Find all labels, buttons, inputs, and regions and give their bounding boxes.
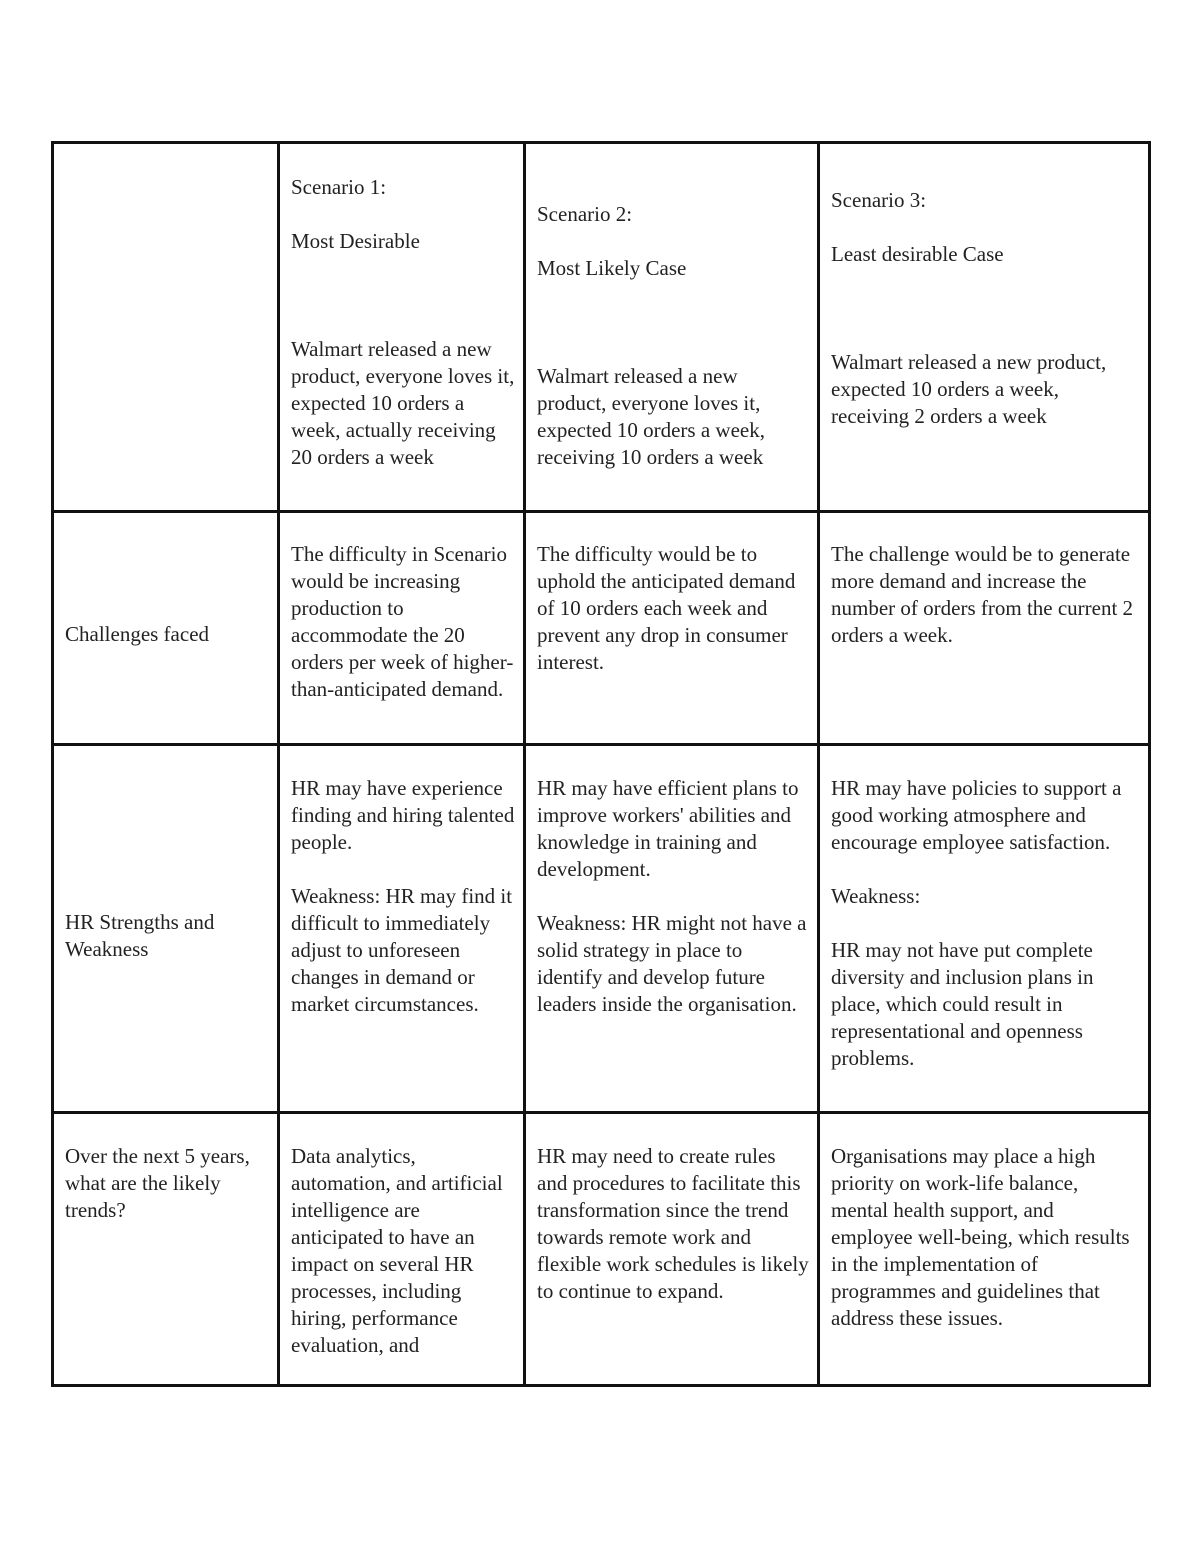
hr-scenario1-strength: HR may have experience finding and hiring talented people.	[291, 776, 515, 854]
scenario1-description: Walmart released a new product, everyone loves it, expected 10 orders a week, actually receiving 20 orders a week	[291, 337, 515, 469]
trends-scenario1-cell	[279, 1113, 525, 1386]
scenario2-header-cell	[525, 143, 819, 512]
scenario2-subtitle: Most Likely Case	[537, 256, 687, 280]
scenario2-description: Walmart released a new product, everyone loves it, expected 10 orders a week, receiving 10 orders a week	[537, 364, 765, 469]
hr-scenario3-cell	[819, 745, 1150, 1113]
trends-scenario1-text: Data analytics, automation, and artificial intelligence are anticipated to have an impact on several HR processes, including hiring, performance evaluation, and	[291, 1144, 503, 1357]
hr-label: HR Strengths and Weakness	[65, 910, 215, 961]
scenario3-title: Scenario 3:	[831, 188, 927, 212]
trends-row	[53, 1113, 1150, 1386]
trends-scenario2-cell	[525, 1113, 819, 1386]
challenges-scenario2-text: The difficulty would be to uphold the anticipated demand of 10 orders each week and prevent any drop in consumer interest.	[537, 542, 796, 674]
trends-label: Over the next 5 years, what are the likely trends?	[65, 1144, 250, 1222]
challenges-scenario3-cell	[819, 512, 1150, 745]
challenges-row	[53, 512, 1150, 745]
hr-row	[53, 745, 1150, 1113]
empty-corner-cell	[53, 143, 279, 512]
hr-scenario3-weakness-label: Weakness:	[831, 884, 921, 908]
challenges-scenario2-cell	[525, 512, 819, 745]
scenario1-header-cell	[279, 143, 525, 512]
hr-label-cell	[53, 745, 279, 1113]
hr-scenario2-cell	[525, 745, 819, 1113]
challenges-scenario1-text: The difficulty in Scenario would be increasing production to accommodate the 20 orders per week of higher-than-anticipated demand.	[291, 542, 514, 701]
scenario3-subtitle: Least desirable Case	[831, 242, 1004, 266]
scenario3-header-cell	[819, 143, 1150, 512]
trends-scenario3-text: Organisations may place a high priority on work-life balance, mental health support, and employee well-being, which results in the implementation of programmes and guidelines that address these issues.	[831, 1144, 1130, 1330]
challenges-scenario1-cell	[279, 512, 525, 745]
scenario2-title: Scenario 2:	[537, 202, 633, 226]
scenario3-description: Walmart released a new product, expected 10 orders a week, receiving 2 orders a week	[831, 350, 1107, 428]
trends-scenario2-text: HR may need to create rules and procedures to facilitate this transformation since the trend towards remote work and flexible work schedules is likely to continue to expand.	[537, 1144, 809, 1303]
scenario-table	[51, 141, 1151, 1387]
hr-scenario2-strength: HR may have efficient plans to improve workers' abilities and knowledge in training and development.	[537, 776, 799, 881]
hr-scenario1-cell	[279, 745, 525, 1113]
hr-scenario3-weakness: HR may not have put complete diversity and inclusion plans in place, which could result in representational and openness problems.	[831, 938, 1094, 1070]
trends-scenario3-cell	[819, 1113, 1150, 1386]
scenario1-subtitle: Most Desirable	[291, 229, 420, 253]
header-row	[53, 143, 1150, 512]
hr-scenario2-weakness: Weakness: HR might not have a solid strategy in place to identify and develop future leaders inside the organisation.	[537, 911, 807, 1016]
challenges-scenario3-text: The challenge would be to generate more demand and increase the number of orders from the current 2 orders a week.	[831, 542, 1134, 647]
hr-scenario1-weakness: Weakness: HR may find it difficult to immediately adjust to unforeseen changes in demand or market circumstances.	[291, 884, 513, 1016]
challenges-label-cell	[53, 512, 279, 745]
scenario1-title: Scenario 1:	[291, 175, 387, 199]
hr-scenario3-strength: HR may have policies to support a good working atmosphere and encourage employee satisfaction.	[831, 776, 1122, 854]
challenges-label: Challenges faced	[65, 622, 210, 646]
trends-label-cell	[53, 1113, 279, 1386]
